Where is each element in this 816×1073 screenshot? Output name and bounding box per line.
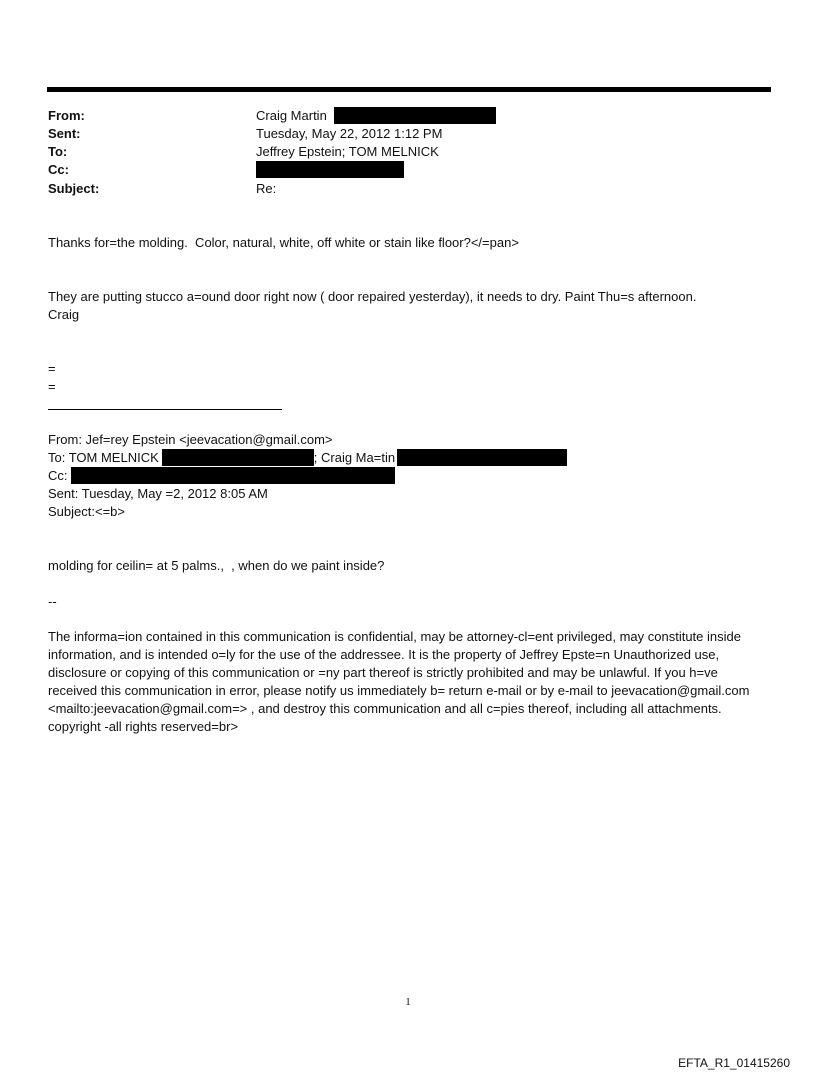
reply-paragraph-2: They are putting stucco a=ound door right now ( door repaired yesterday), it needs to dry. Paint Thu=s afternoon. <box>48 289 697 304</box>
fwd-signature-separator: -- <box>48 594 57 609</box>
forward-separator-rule <box>48 409 282 410</box>
fwd-to-mid: ; Craig Ma=tin <box>313 450 396 465</box>
fwd-from: From: Jef=rey Epstein <jeevacation@gmail.com> <box>48 432 333 447</box>
redaction-box <box>256 161 404 178</box>
to-value: Jeffrey Epstein; TOM MELNICK <box>256 144 439 159</box>
reply-signature: Craig <box>48 307 80 322</box>
to-label: To: <box>48 144 68 159</box>
bates-number: EFTA_R1_01415260 <box>678 1056 790 1070</box>
fwd-cc-label: Cc: <box>48 468 68 483</box>
from-value: Craig Martin <box>256 108 327 123</box>
cc-label: Cc: <box>48 162 69 177</box>
sent-value: Tuesday, May 22, 2012 1:12 PM <box>256 126 443 141</box>
fwd-cc-row <box>48 467 395 485</box>
fwd-subject: Subject:<=b> <box>48 504 125 519</box>
redaction-box <box>397 449 567 466</box>
fwd-sent: Sent: Tuesday, May =2, 2012 8:05 AM <box>48 486 268 501</box>
redaction-box <box>71 467 395 484</box>
fwd-to-row <box>48 449 567 467</box>
subject-label: Subject: <box>48 181 100 196</box>
from-label: From: <box>48 108 85 123</box>
reply-paragraph-1: Thanks for=the molding. Color, natural, white, off white or stain like floor?</=pan> <box>48 235 519 250</box>
fwd-body: molding for ceilin= at 5 palms., , when do we paint inside? <box>48 558 385 573</box>
redaction-box <box>162 449 314 466</box>
soft-break-marker: = <box>48 361 56 376</box>
fwd-to-prefix: To: TOM MELNICK <box>48 450 159 465</box>
page-number: 1 <box>405 996 411 1008</box>
subject-value: Re: <box>256 181 277 196</box>
confidentiality-disclaimer: The informa=ion contained in this communication is confidential, may be attorney-cl=ent privileged, may constitute inside information, and is intended o=ly for the use of the addressee. It is the property of Jeffrey Epste=n Unauthorized use, disclosure or copying of this communication or =ny part thereof is strictly prohibited and may be unlawful. If you h=ve received this communication in error, please notify us immediately b= return e-mail or by e-mail to jeevacation@gmail.com <mailto:jeevacation@gmail.com=> , and destroy this communication and all c=pies thereof, including all attachments. copyright -all rights reserved=br> <box>48 629 754 734</box>
soft-break-marker: = <box>48 379 56 394</box>
sent-label: Sent: <box>48 126 81 141</box>
header-rule <box>47 87 771 92</box>
redaction-box <box>334 107 496 124</box>
